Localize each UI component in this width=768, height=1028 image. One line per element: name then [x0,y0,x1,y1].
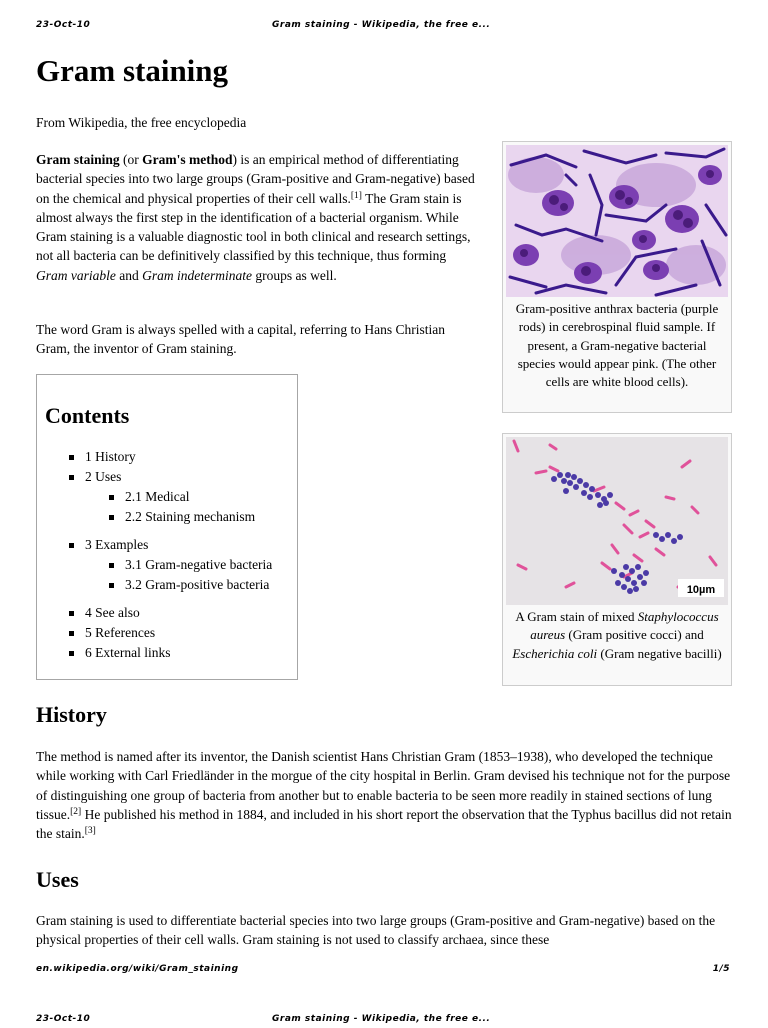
figure-mixed-stain-caption [509,608,725,663]
intro-and: and [115,267,143,283]
citation-3[interactable]: [3] [84,826,96,837]
toc-item-history[interactable]: 1 History [69,447,136,467]
toc-sublist-examples [109,555,272,595]
print-page-number: 1/5 [712,964,730,974]
intro-or: (or [119,152,143,167]
toc-item-gram-negative[interactable]: 3.1 Gram-negative bacteria [109,555,272,575]
table-of-contents [36,374,298,680]
figure-mixed-stain [502,433,732,686]
toc-item-external-links[interactable]: 6 External links [69,643,170,663]
next-print-title: Gram staining - Wikipedia, the free e... [272,1014,491,1024]
term-gram-variable: Gram variable [36,267,116,283]
caption-post: (Gram negative bacilli) [597,645,722,661]
toc-item-gram-positive[interactable]: 3.2 Gram-positive bacteria [109,575,272,595]
print-header [0,20,768,34]
toc-list-2 [69,535,148,555]
intro-paragraph [36,150,478,285]
toc-item-examples[interactable]: 3 Examples [69,535,148,555]
figure-anthrax [502,141,732,413]
scale-bar-label: 10µm [686,584,716,596]
figure-anthrax-caption: Gram-positive anthrax bacteria (purple rods) in cerebrospinal fluid sample. If present, a Gram-negative bacterial species would appear pink. (The other cells are white blood cells). [515,301,719,390]
caption-escherichia[interactable]: Escherichia coli [512,645,598,661]
print-title: Gram staining - Wikipedia, the free e... [272,20,491,30]
history-paragraph [36,747,734,843]
uses-paragraph: Gram staining is used to differentiate bacterial species into two large groups (Gram-positive and Gram-negative) based on the physical properties of their cell walls. Gram staining is not used to classify archaea, since these [36,913,716,948]
toc-item-see-also[interactable]: 4 See also [69,603,170,623]
print-date: 23-Oct-10 [36,20,91,30]
gram-stain-micrograph-image[interactable] [506,437,728,605]
toc-list-3 [69,603,170,663]
toc-heading: Contents [45,403,130,428]
term-grams-method: Gram's method [142,152,233,167]
intro-text-3: groups as well. [251,267,337,283]
print-url: en.wikipedia.org/wiki/Gram_staining [36,964,239,974]
section-heading-history: History [36,702,107,727]
term-gram-indeterminate: Gram indeterminate [142,267,252,283]
name-paragraph: The word Gram is always spelled with a capital, referring to Hans Christian Gram, the inventor of Gram staining. [36,322,446,357]
toc-list [69,447,136,487]
print-footer [0,964,768,978]
citation-2[interactable]: [2] [70,806,82,817]
caption-pre: A Gram stain of mixed [515,609,638,624]
next-page-header [0,1014,768,1028]
intro-text-1: ) is an empirical method of differentiating bacterial species into two large groups (Gram-positive and Gram-negative) based on the chemical and physical properties of their cell walls. [36,152,475,206]
toc-item-staining-mechanism[interactable]: 2.2 Staining mechanism [109,507,255,527]
page-title: Gram staining [36,53,229,88]
toc-item-references[interactable]: 5 References [69,623,170,643]
intro-text-2: The Gram stain is almost always the first step in the identification of a bacterial organism. While Gram staining is a valuable diagnostic tool in both clinical and research settings, not all bacteria can be definitively classified by this technique, thus forming [36,190,471,264]
history-text-2: He published his method in 1884, and included in his short report the observation that the Typhus bacillus did not retain the stain. [36,806,732,842]
section-heading-uses: Uses [36,867,79,892]
caption-mid: (Gram positive cocci) and [565,627,704,643]
anthrax-micrograph-image[interactable] [506,145,728,297]
page-subtitle: From Wikipedia, the free encyclopedia [36,115,247,130]
caption-staphylococcus[interactable]: Staphylococcus aureus [530,609,719,643]
toc-item-uses[interactable]: 2 Uses [69,467,136,487]
toc-sublist-uses [109,487,255,527]
history-text-1: The method is named after its inventor, the Danish scientist Hans Christian Gram (1853–1938), who developed the technique while working with Carl Friedländer in the morgue of the city hospital in Berlin. Gram devised his technique not for the purpose of distinguishing one group of bacteria from another but to enable bacteria to be seen more readily in stained sections of lung tissue. [36,749,731,822]
citation-1[interactable]: [1] [350,190,362,201]
next-print-date: 23-Oct-10 [36,1014,91,1024]
toc-item-medical[interactable]: 2.1 Medical [109,487,255,507]
term-gram-staining: Gram staining [36,152,120,167]
